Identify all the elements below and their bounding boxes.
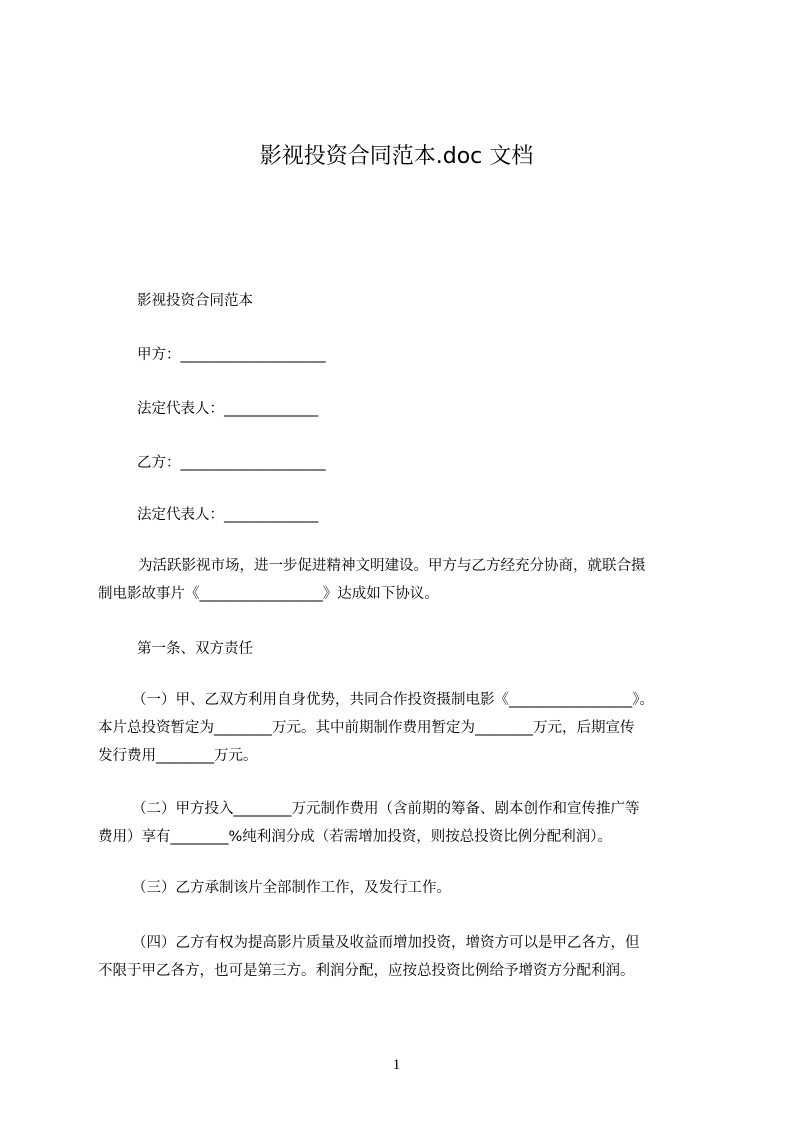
clause-1-line: 发行费用________万元。 — [98, 748, 258, 764]
document-title: 影视投资合同范本.doc 文档 — [259, 144, 534, 169]
clause-2-line: （二）甲方投入________万元制作费用（含前期的筹备、剧本创作和宣传推广等 — [132, 801, 640, 817]
clause-4-line: 不限于甲乙各方，也可是第三方。利润分配，应按总投资比例给予增资方分配利润。 — [98, 963, 635, 979]
contract-subtitle: 影视投资合同范本 — [137, 293, 253, 309]
clause-3-paragraph — [98, 874, 702, 902]
clause-1-paragraph — [98, 686, 702, 770]
party-b-representative-field: 法定代表人：_____________ — [137, 507, 319, 523]
intro-paragraph — [98, 552, 702, 608]
clause-2-line: 费用）享有________%纯利润分成（若需增加投资，则按总投资比例分配利润）。 — [98, 829, 613, 845]
party-a-field: 甲方：____________________ — [137, 347, 326, 363]
intro-line: 制电影故事片《_________________》达成如下协议。 — [98, 586, 439, 602]
intro-line: 为活跃影视市场，进一步促进精神文明建设。甲方与乙方经充分协商，就联合摄 — [138, 558, 646, 574]
party-a-representative-field: 法定代表人：_____________ — [137, 401, 319, 417]
clause-4-paragraph — [98, 929, 702, 985]
page-number: 1 — [392, 1057, 401, 1073]
clause-3-line: （三）乙方承制该片全部制作工作，及发行工作。 — [132, 880, 451, 896]
clause-2-paragraph — [98, 795, 702, 851]
clause-1-line: 本片总投资暂定为________万元。其中前期制作费用暂定为________万元，后期宣传 — [98, 720, 635, 736]
clause-4-line: （四）乙方有权为提高影片质量及收益而增加投资，增资方可以是甲乙各方，但 — [132, 935, 640, 951]
clause-1-line: （一）甲、乙双方利用自身优势，共同合作投资摄制电影《_________________》。 — [132, 692, 654, 708]
party-b-field: 乙方：____________________ — [137, 455, 326, 471]
article-1-heading: 第一条、双方责任 — [137, 641, 253, 657]
